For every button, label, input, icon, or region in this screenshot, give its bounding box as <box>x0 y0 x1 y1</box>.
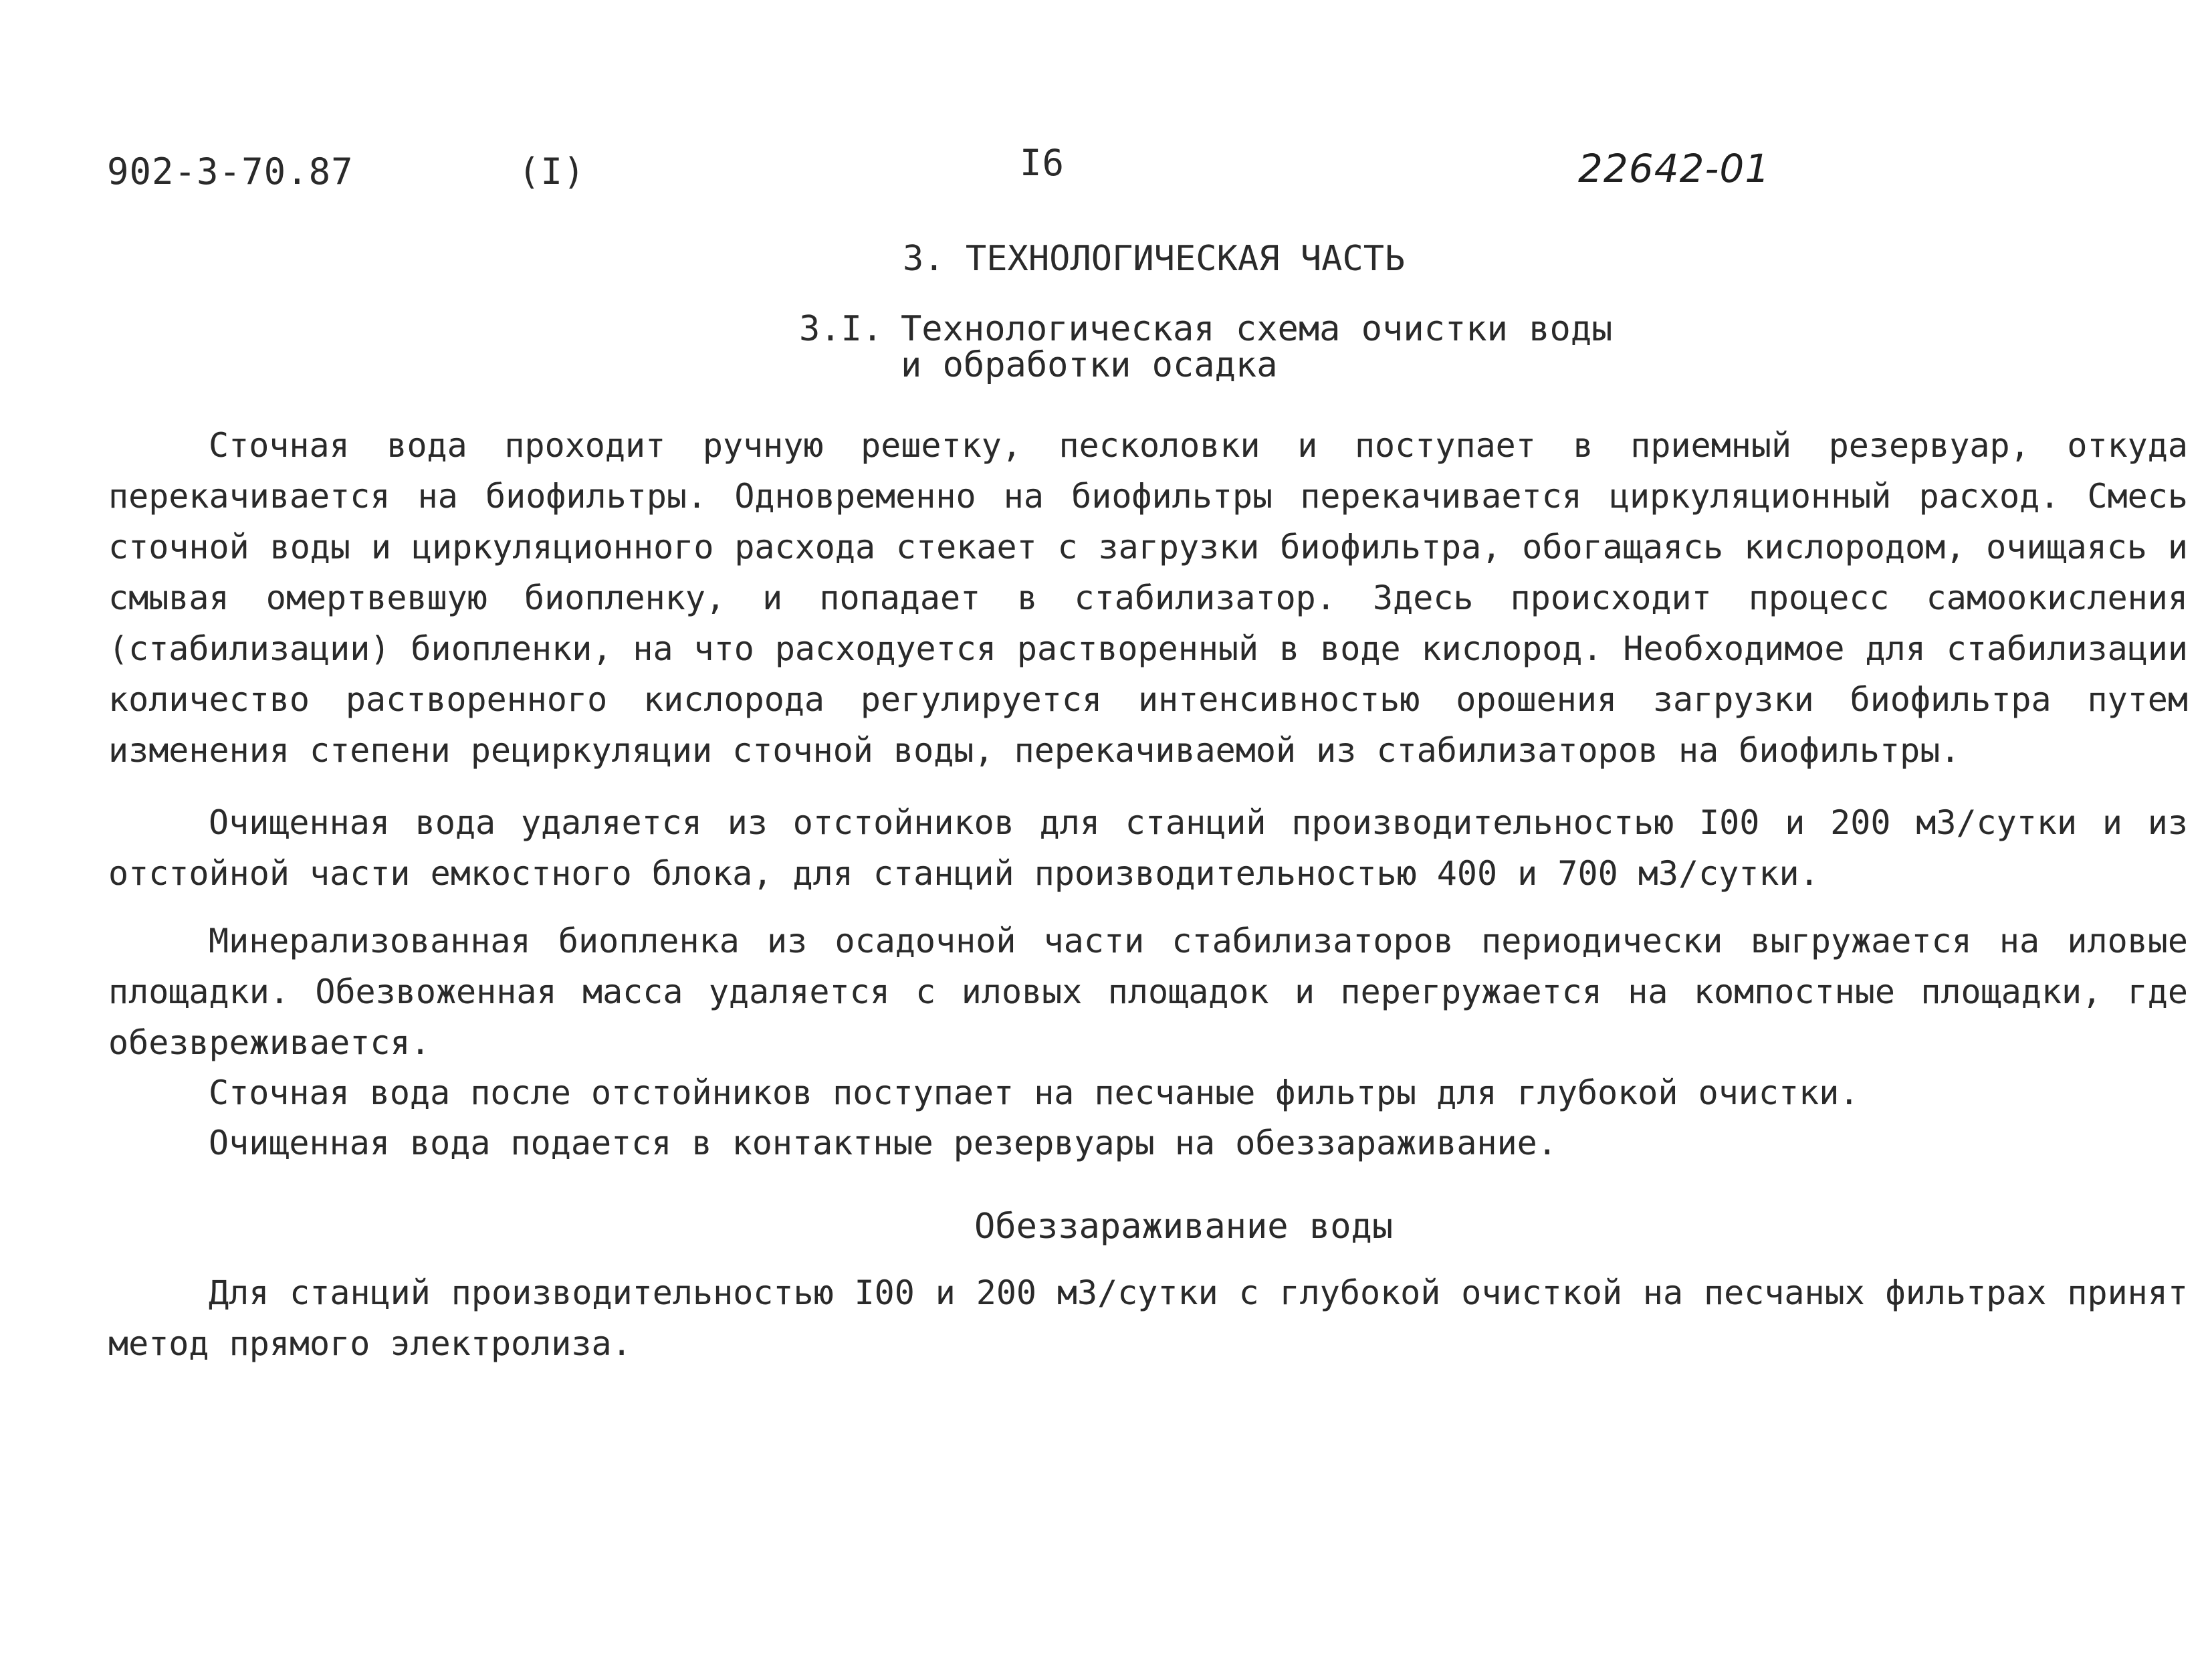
paragraph-text: Очищенная вода подается в контактные резервуары на обеззараживание. <box>209 1124 1557 1162</box>
paragraph-text: Сточная вода проходит ручную решетку, песколовки и поступает в приемный резервуар, откуда перекачивается на биофильтры. Одновременно на биофильтры перекачивается циркуляционный расход. Смесь сточной воды и циркуляционного расхода стекает с загрузки биофильтра, обогащаясь кислородом, очищаясь и смывая омертвевшую биопленку, и попадает в стабилизатор. Здесь происходит процесс самоокисления (стабилизации) биопленки, на что расходуется растворенный в воде кислород. Необходимое для стабилизации количество растворенного кислорода регулируется интенсивностью орошения загрузки биофильтра путем изменения степени рециркуляции сточной воды, перекачиваемой из стабилизаторов на биофильтры. <box>108 426 2188 770</box>
part-number: (I) <box>518 150 586 193</box>
paragraph-text: Минерализованная биопленка из осадочной части стабилизаторов периодически выгружается на иловые площадки. Обезвоженная масса удаляется с иловых площадок и перегружается на компостные площадки, где обезвреживается. <box>108 922 2188 1062</box>
section-title: 3. ТЕХНОЛОГИЧЕСКАЯ ЧАСТЬ <box>903 239 1406 279</box>
paragraph-text: Для станций производительностью I00 и 200 м3/сутки с глубокой очисткой на песчаных фильтрах принят метод прямого электролиза. <box>108 1273 2188 1363</box>
paragraph-text: Очищенная вода удаляется из отстойников для станций производительностью I00 и 200 м3/сутки и из отстойной части емкостного блока, для станций производительностью 400 и 700 м3/сутки. <box>108 803 2188 893</box>
paragraph-disinfection <box>108 1267 2188 1369</box>
paragraph-biofilm <box>108 916 2188 1068</box>
subsection-title <box>799 311 1612 383</box>
disinfection-heading: Обеззараживание воды <box>974 1207 1394 1247</box>
paragraph-contact-tanks <box>108 1118 2188 1168</box>
stamp-number: 22642-01 <box>1578 146 1771 191</box>
subsection-number: 3.I. <box>799 309 883 349</box>
subsection-title-line1: Технологическая схема очистки воды <box>901 309 1613 349</box>
paragraph-clarified-water <box>108 797 2188 899</box>
paragraph-text: Сточная вода после отстойников поступает на песчаные фильтры для глубокой очистки. <box>209 1073 1860 1112</box>
subsection-title-line2: и обработки осадка <box>901 345 1278 385</box>
paragraph-treatment-scheme <box>108 420 2188 776</box>
page-number: I6 <box>1020 142 1065 184</box>
document-code: 902-3-70.87 <box>107 150 354 193</box>
paragraph-sand-filters <box>108 1067 2188 1118</box>
